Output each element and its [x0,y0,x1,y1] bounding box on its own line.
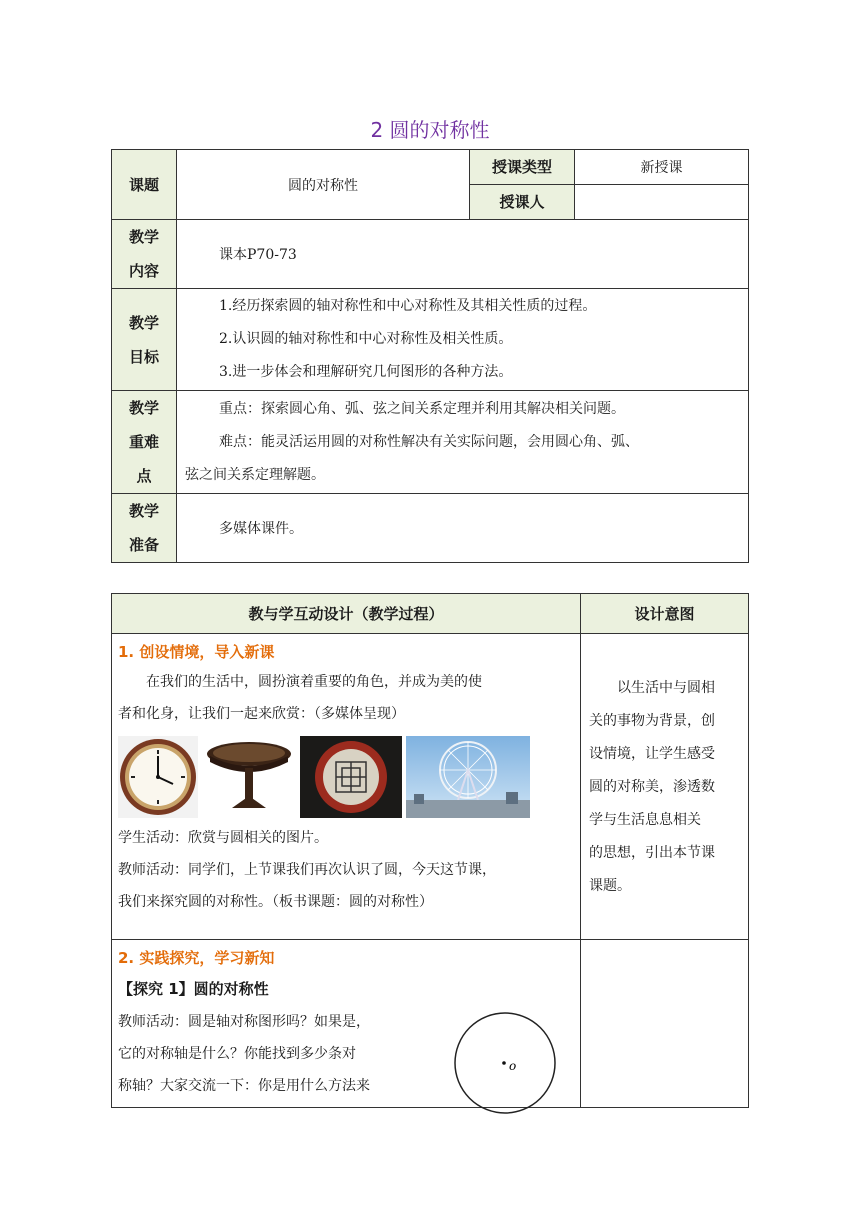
label-prep-line1: 教学 [128,502,159,520]
teacher-line: 教师活动：同学们，上节课我们再次认识了圆，今天这节课， [118,862,496,878]
content-value: 课本P70-73 [177,220,749,289]
key-points [177,391,749,494]
goal-item: 2.认识圆的轴对称性和中心对称性及相关性质。 [219,331,513,347]
label-goals [112,289,177,391]
intent-line: 的思想，引出本节课 [589,845,715,861]
key-point: 重点：探索圆心角、弧、弦之间关系定理并利用其解决相关问题。 [219,400,625,417]
question-line: 它的对称轴是什么？你能找到多少条对 [118,1046,356,1062]
decorative-plate-image [300,736,402,818]
goal-item: 1.经历探索圆的轴对称性和中心对称性及其相关性质的过程。 [219,298,597,314]
label-key-line2: 重难 [128,433,159,451]
difficult-point: 难点：能灵活运用圆的对称性解决有关实际问题，会用圆心角、弧、 [219,433,639,450]
section1-cell [112,634,581,940]
difficult-point-cont: 弦之间关系定理解题。 [185,466,325,483]
para-line: 者和化身，让我们一起来欣赏：（多媒体呈现） [118,706,405,722]
label-prep [112,494,177,563]
page-title: 2 圆的对称性 [370,118,490,142]
label-content [112,220,177,289]
question-line: 教师活动：圆是轴对称图形吗？如果是， [118,1014,370,1030]
col-process-header: 教与学互动设计（教学过程） [112,594,581,634]
col-intent-header: 设计意图 [581,594,749,634]
lesson-type-value: 新授课 [575,150,749,185]
section2-intent [581,940,749,1108]
lesson-info-table [111,149,749,563]
teacher-value [575,185,749,220]
label-teacher: 授课人 [470,185,575,220]
goals-list [177,289,749,391]
intent-line: 课题。 [589,878,631,894]
clock-image [118,736,198,818]
topic-value: 圆的对称性 [177,150,470,220]
label-lesson-type: 授课类型 [470,150,575,185]
intent-line: 以生活中与圆相 [617,680,715,696]
process-table [111,593,749,1108]
intent-line: 设情境，让学生感受 [589,746,715,762]
teacher-activity [118,854,574,918]
section2-heading: 2. 实践探究，学习新知 [118,949,275,967]
label-key-line3: 点 [136,467,152,485]
label-prep-line2: 准备 [128,536,159,554]
section1-heading: 1. 创设情境，导入新课 [118,643,275,661]
prep-value: 多媒体课件。 [177,494,749,563]
label-goals-line1: 教学 [128,313,159,332]
intent-line: 学与生活息息相关 [589,812,701,828]
intent-line: 关的事物为背景，创 [589,713,715,729]
intent-line: 圆的对称美，渗透数 [589,779,715,795]
question-line: 称轴？大家交流一下：你是用什么方法来 [118,1078,370,1094]
teacher-line: 我们来探究圆的对称性。（板书课题：圆的对称性） [118,894,433,910]
circle-diagram [452,1010,558,1116]
section2-cell [112,940,581,1108]
image-strip [118,736,574,818]
label-content-line2: 内容 [128,262,159,280]
ferris-wheel-image [406,736,530,818]
label-key-line1: 教学 [128,399,159,417]
round-table-image [202,736,296,818]
section1-paragraph [118,666,574,730]
label-key-points [112,391,177,494]
label-topic: 课题 [112,150,177,220]
center-label: o [509,1059,517,1073]
explore-title: 【探究 1】圆的对称性 [118,980,269,998]
student-activity: 学生活动：欣赏与圆相关的图片。 [118,830,328,846]
section1-intent [581,634,749,940]
label-content-line1: 教学 [128,228,159,246]
para-line: 在我们的生活中，圆扮演着重要的角色，并成为美的使 [146,674,482,690]
goal-item: 3.进一步体会和理解研究几何图形的各种方法。 [219,364,513,380]
label-goals-line2: 目标 [128,347,159,366]
